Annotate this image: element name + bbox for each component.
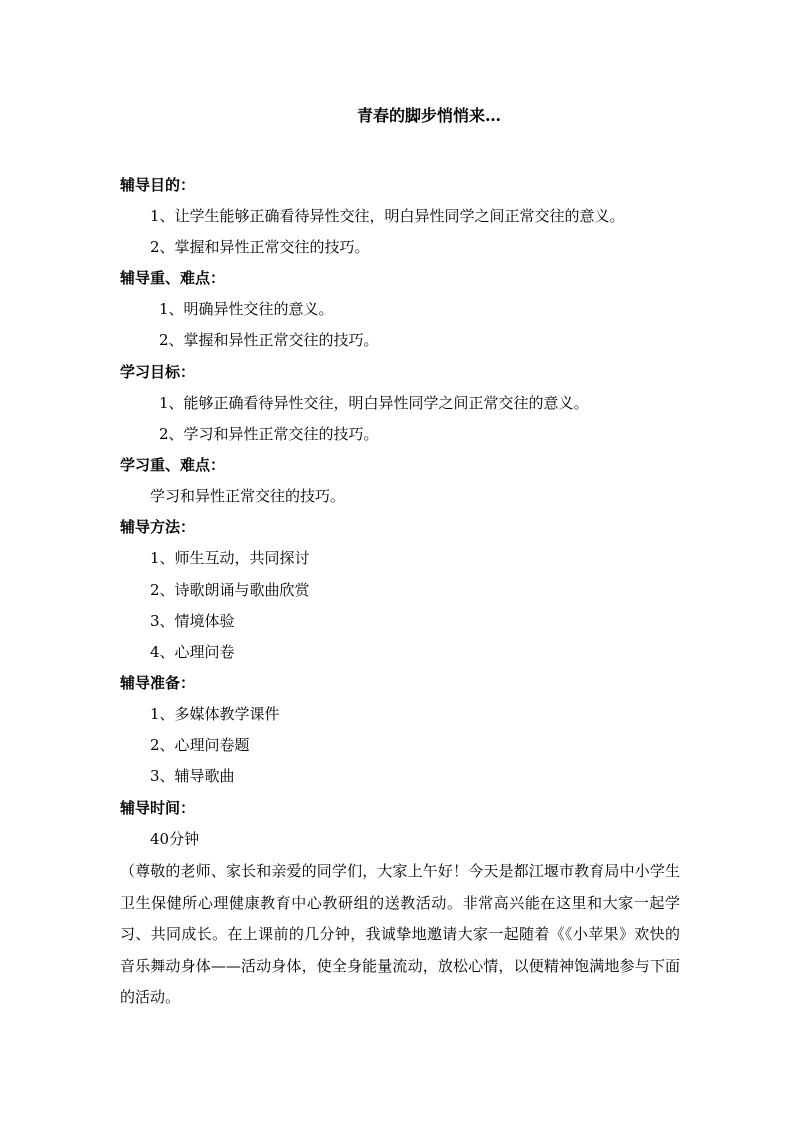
section-heading-time: 辅导时间： xyxy=(120,799,196,817)
key-point-item-1: 1、明确异性交往的意义。 xyxy=(159,300,334,318)
method-item-3: 3、情境体验 xyxy=(150,612,235,630)
document-title: 青春的脚步悄悄来… xyxy=(356,106,501,125)
method-item-4: 4、心理问卷 xyxy=(150,643,235,661)
preparation-item-2: 2、心理问卷题 xyxy=(150,736,250,754)
section-heading-methods: 辅导方法： xyxy=(120,518,196,536)
time-item-1: 40分钟 xyxy=(150,830,200,848)
section-heading-aim: 辅导目的： xyxy=(120,176,196,194)
section-heading-preparation: 辅导准备： xyxy=(120,674,196,692)
learning-goal-item-2: 2、学习和异性正常交往的技巧。 xyxy=(159,425,379,443)
section-heading-learning-key-points: 学习重、难点： xyxy=(120,456,226,474)
section-heading-learning-goals: 学习目标： xyxy=(120,363,196,381)
preparation-item-3: 3、辅导歌曲 xyxy=(150,767,235,785)
learning-goal-item-1: 1、能够正确看待异性交往，明白异性同学之间正常交往的意义。 xyxy=(159,394,589,412)
section-heading-key-points: 辅导重、难点： xyxy=(120,269,226,287)
key-point-item-2: 2、掌握和异性正常交往的技巧。 xyxy=(159,331,379,349)
method-item-1: 1、师生互动，共同探讨 xyxy=(150,549,310,567)
method-item-2: 2、诗歌朗诵与歌曲欣赏 xyxy=(150,581,310,599)
aim-item-2: 2、掌握和异性正常交往的技巧。 xyxy=(150,238,370,256)
preparation-item-1: 1、多媒体教学课件 xyxy=(150,705,280,723)
learning-key-point-item-1: 学习和异性正常交往的技巧。 xyxy=(150,487,346,505)
intro-paragraph: （尊敬的老师、家长和亲爱的同学们，大家上午好！今天是都江堰市教育局中小学生卫生保健所心理健康教育中心教研组的送教活动。非常高兴能在这里和大家一起学习、共同成长。在上课前的几分钟，我诚挚地邀请大家一起随着《《小苹果》欢快的音乐舞动身体——活动身体，使全身能量流动，放松心情，以便精神饱满地参与下面的活动。 xyxy=(120,862,680,1006)
aim-item-1: 1、让学生能够正确看待异性交往，明白异性同学之间正常交往的意义。 xyxy=(150,207,625,225)
